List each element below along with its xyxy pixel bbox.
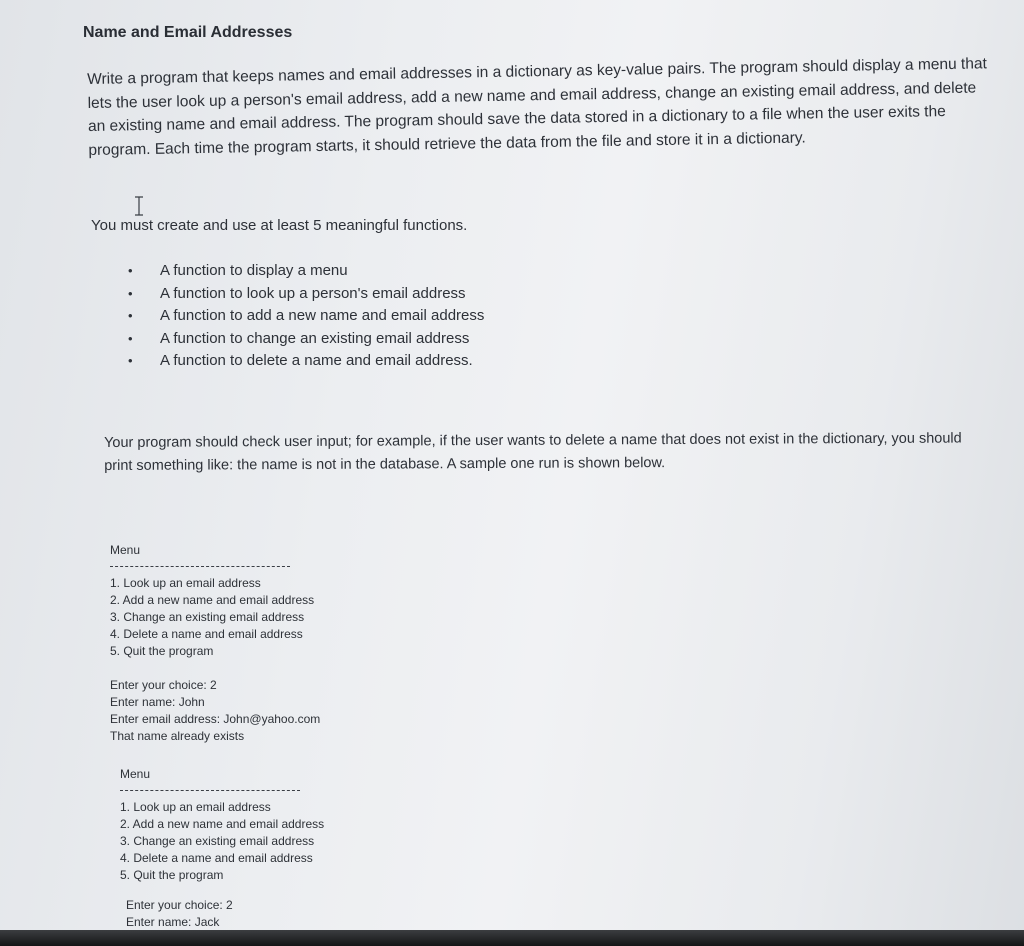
list-item: • A function to display a menu [128, 260, 484, 283]
screen-bezel [0, 930, 1024, 946]
list-item: 1. Look up an email address [110, 576, 261, 590]
list-item: 5. Quit the program [120, 868, 224, 882]
menu-list [120, 799, 324, 884]
function-list [128, 260, 484, 373]
list-item: • A function to change an existing email address [128, 328, 484, 351]
dashed-divider [120, 790, 300, 791]
text-cursor-icon [133, 196, 145, 216]
intro-paragraph: Write a program that keeps names and email addresses in a dictionary as key-value pairs. The program should display a menu that lets the user look up a person's email address, add a new name and email address, change an existing email address, and delete an existing name and email address. The program should save the data stored in a dictionary to a file when the user exits the program. Each time the program starts, it should retrieve the data from the file and store it in a dictionary. [87, 55, 987, 159]
console-line: Enter your choice: 2 [126, 898, 233, 912]
requirement-text: You must create and use at least 5 meaningful functions. [91, 217, 468, 234]
list-item: 4. Delete a name and email address [110, 627, 303, 641]
list-item: 5. Quit the program [110, 644, 214, 658]
list-item: • A function to add a new name and email address [128, 305, 484, 328]
console-line: Enter email address: John@yahoo.com [110, 712, 321, 726]
input-check-paragraph: Your program should check user input; for example, if the user wants to delete a name that does not exist in the dictionary, you should print something like: the name is not in the database. A sample one run is shown below. [104, 430, 962, 474]
dashed-divider [110, 566, 290, 567]
console-line: Enter your choice: 2 [110, 678, 217, 692]
list-item: • A function to delete a name and email address. [128, 350, 484, 373]
list-item: 2. Add a new name and email address [110, 593, 315, 607]
console-line: That name already exists [110, 729, 245, 743]
list-item: 4. Delete a name and email address [120, 851, 313, 865]
console-line: Enter name: Jack [126, 915, 220, 929]
list-item: 3. Change an existing email address [120, 834, 315, 848]
sample-run-block [120, 766, 324, 884]
console-io [110, 677, 320, 745]
menu-list [110, 575, 320, 660]
menu-heading: Menu [120, 767, 151, 781]
menu-heading: Menu [110, 543, 141, 557]
list-item: 3. Change an existing email address [110, 610, 305, 624]
list-item: 1. Look up an email address [120, 800, 271, 814]
list-item: • A function to look up a person's email address [128, 283, 484, 306]
sample-run-block [126, 897, 233, 931]
document-title: Name and Email Addresses [83, 24, 293, 41]
sample-run-block [110, 542, 320, 745]
list-item: 2. Add a new name and email address [120, 817, 325, 831]
console-line: Enter name: John [110, 695, 205, 709]
